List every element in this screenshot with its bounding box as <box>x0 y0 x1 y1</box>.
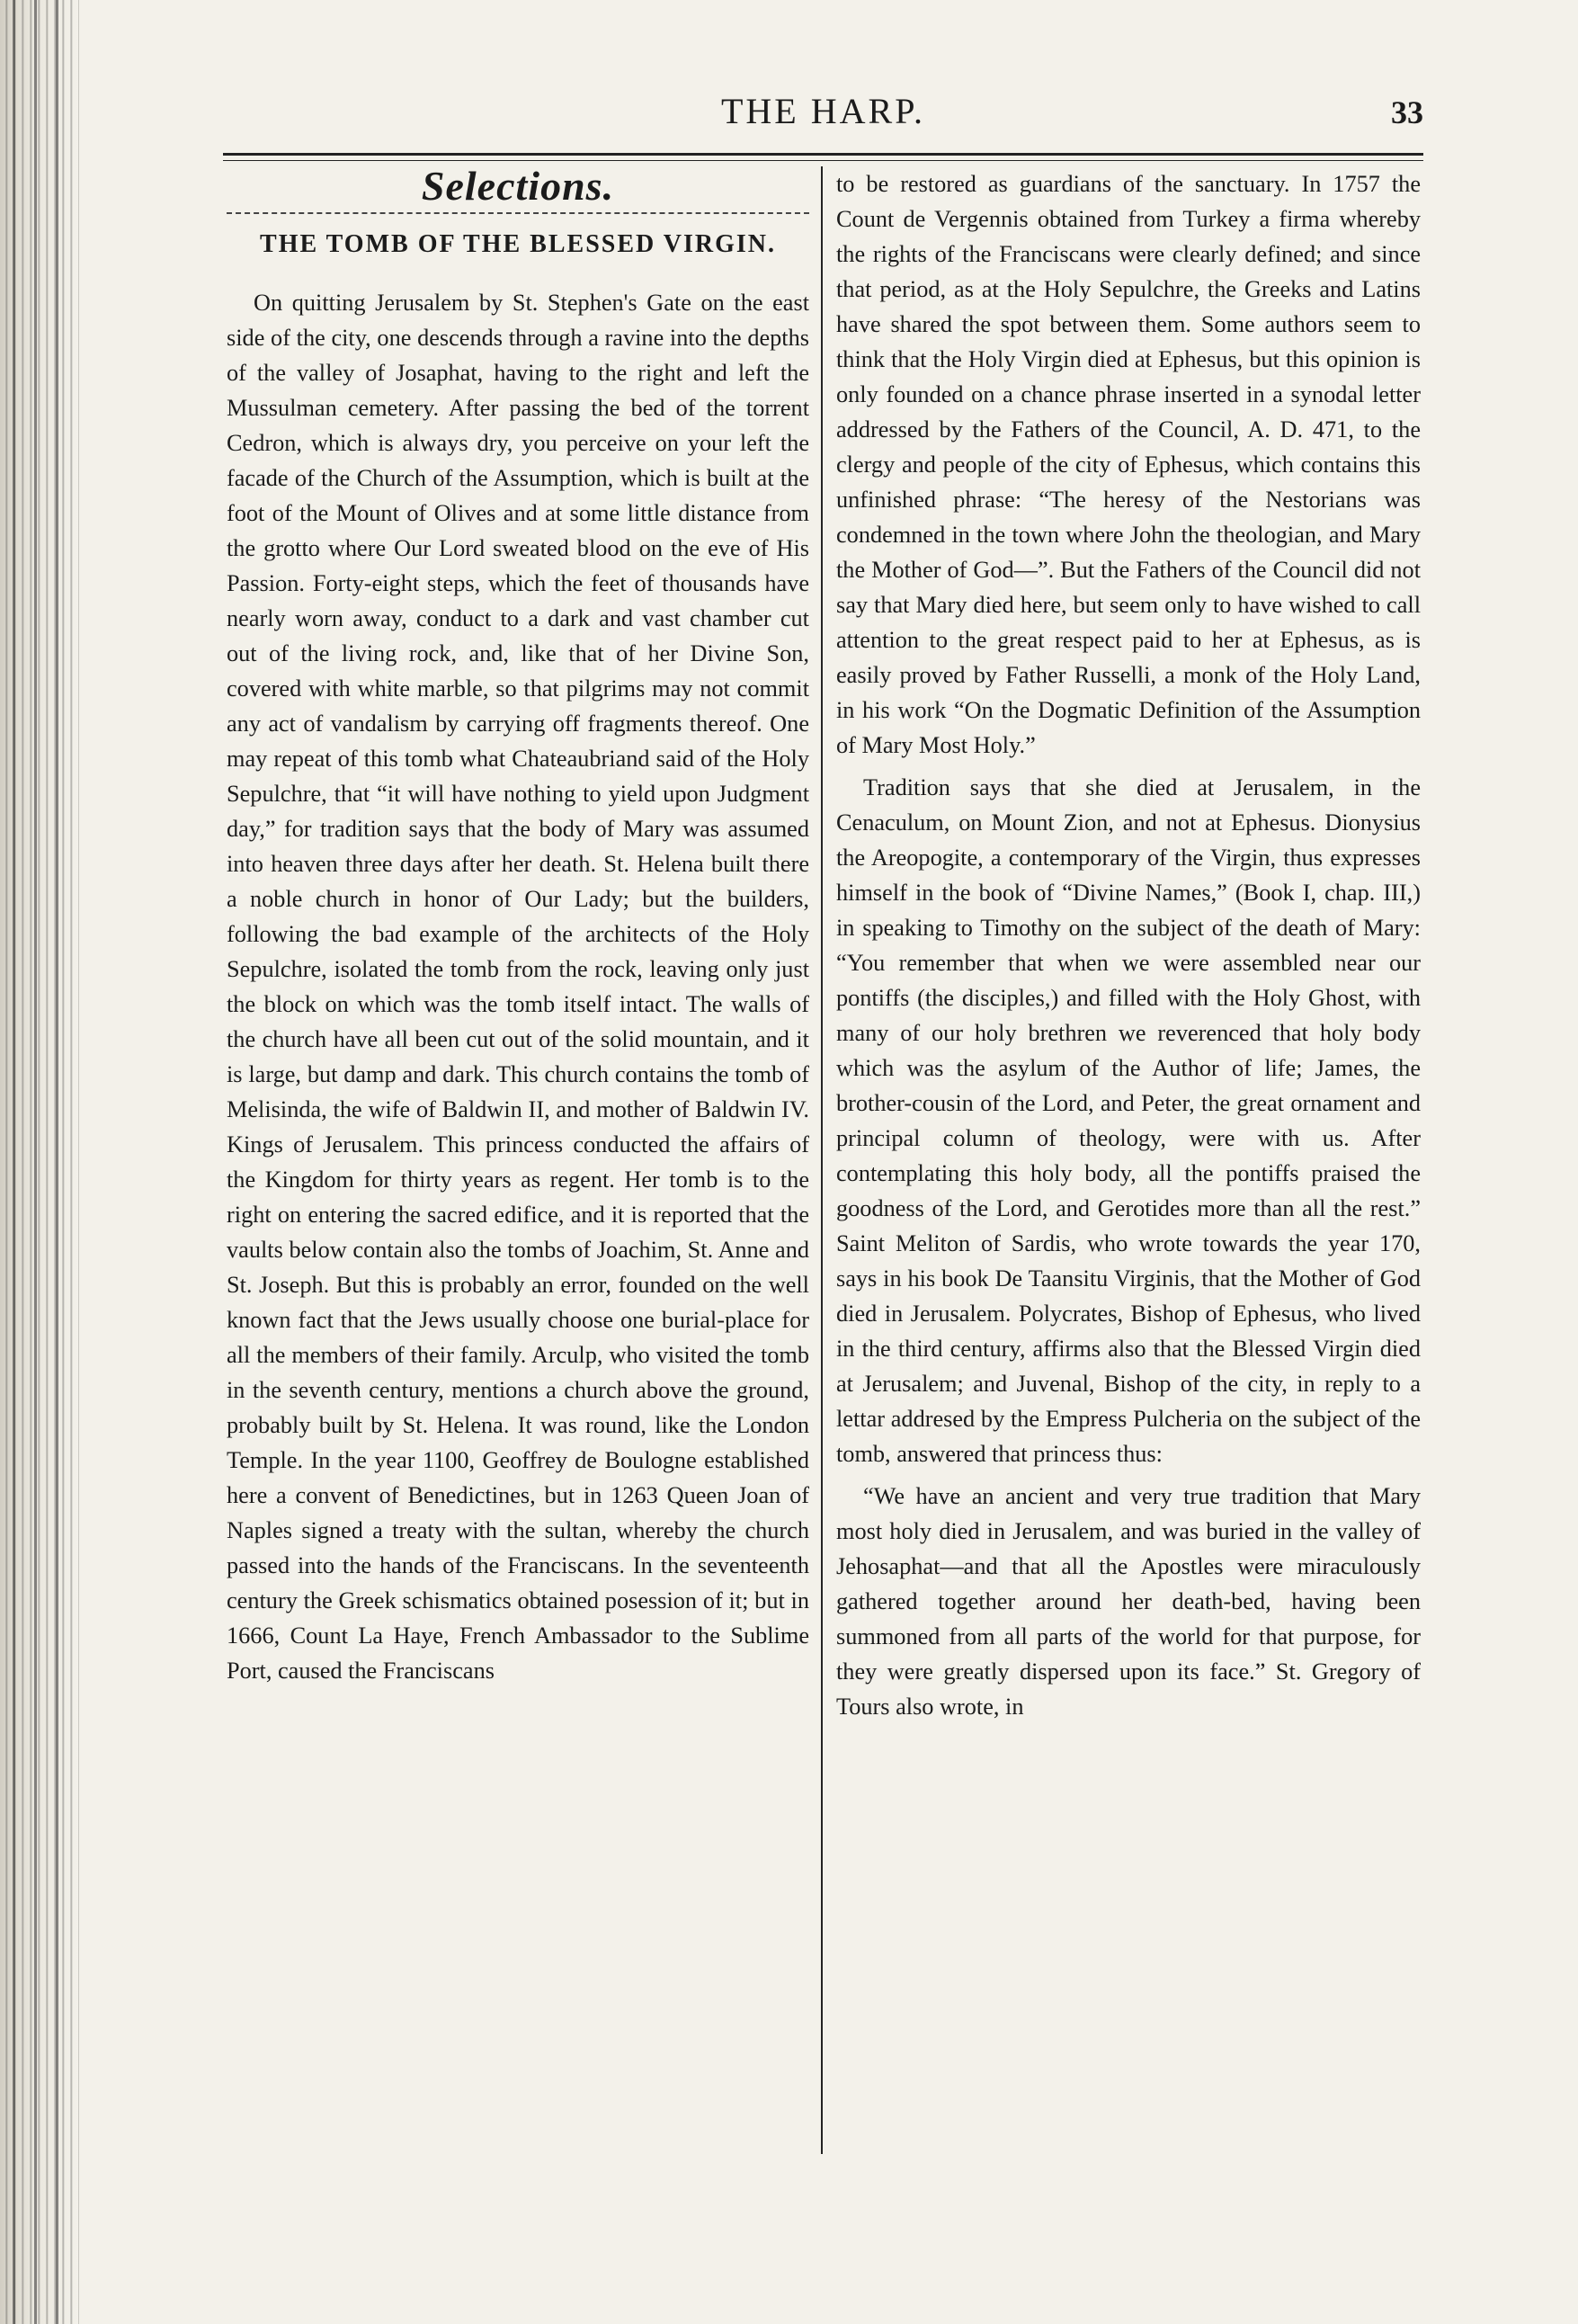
spine-edge-line <box>34 0 37 2324</box>
header-rule-bottom <box>223 160 1423 161</box>
column-divider <box>821 166 823 2154</box>
article-paragraph: On quitting Jerusalem by St. Stephen's Gate on the east side of the city, one descends through a ravine into the depths of the valley of Josaphat, having to the right and left the Mussulman cemetery. After passing the bed of the torrent Cedron, which is always dry, you perceive on your left the facade of the Church of the Assumption, which is built at the foot of the Mount of Olives and at some little distance from the grotto where Our Lord sweated blood on the eve of His Passion. Forty-eight steps, which the feet of thousands have nearly worn away, conduct to a dark and vast chamber cut out of the living rock, and, like that of her Divine Son, covered with white marble, so that pilgrims may not commit any act of vandalism by carrying off fragments thereof. One may repeat of this tomb what Chateaubriand said of the Holy Sepulchre, that “it will have nothing to yield upon Judgment day,” for tradition says that the body of Mary was assumed into heaven three days after her death. St. Helena built there a noble church in honor of Our Lady; but the builders, following the bad example of the architects of the Holy Sepulchre, isolated the tomb from the rock, leaving only just the block on which was the tomb itself intact. The walls of the church have all been cut out of the solid mountain, and it is large, but damp and dark. This church contains the tomb of Melisinda, the wife of Baldwin II, and mother of Baldwin IV. Kings of Jerusalem. This princess conducted the affairs of the Kingdom for thirty years as regent. Her tomb is to the right on entering the sacred edifice, and it is reported that the vaults below contain also the tombs of Joachim, St. Anne and St. Joseph. But this is probably an error, founded on the well known fact that the Jews usually choose one burial-place for all the members of their family. Arculp, who visited the tomb in the seventh century, mentions a church above the ground, probably built by St. Helena. It was round, like the London Temple. In the year 1100, Geoffrey de Boulogne established here a convent of Benedictines, but in 1263 Queen Joan of Naples signed a treaty with the sultan, whereby the church passed into the hands of the Franciscans. In the seventeenth century the Greek schismatics obtained posession of it; but in 1666, Count La Haye, French Ambassador to the Sublime Port, caused the Franciscans <box>227 290 809 1684</box>
article-paragraph: Tradition says that she died at Jerusalem, in the Cenaculum, on Mount Zion, and not at Ephesus. Dionysius the Areopogite, a contemporary of the Virgin, thus expresses himself in the book of “Divine Names,” (Book I, chap. III,) in speaking to Timothy on the subject of the death of Mary: “You remember that when we were assembled near our pontiffs (the disciples,) and filled with the Holy Ghost, with many of our holy brethren we reverenced that holy body which was the asylum of the Author of life; James, the brother-cousin of the Lord, and Peter, the great ornament and principal column of theology, were with us. After contemplating this holy body, all the pontiffs praised the goodness of the Lord, and Gerotides more than all the rest.” Saint Meliton of Sardis, who wrote towards the year 170, says in his book De Taansitu Virginis, that the Mother of God died in Jerusalem. Polycrates, Bishop of Ephesus, who lived in the third century, affirms also that the Blessed Virgin died at Jerusalem; and Juvenal, Bishop of the city, in reply to a lettar addresed by the Empress Pulcheria on the subject of the tomb, answered that princess thus: <box>836 774 1421 1467</box>
running-title: THE HARP. <box>720 91 926 131</box>
header-rule-top <box>223 153 1423 156</box>
page-number: 33 <box>1391 94 1423 130</box>
left-column <box>227 163 809 2154</box>
article-paragraph: “We have an ancient and very true tradition that Mary most holy died in Jerusalem, and was buried in the valley of Jehosaphat—and that all the Apostles were miraculously gathered together around her death-bed, having been summoned from all parts of the world for that purpose, for they were greatly dispersed upon its face.” St. Gregory of Tours also wrote, in <box>836 1483 1421 1720</box>
spine-edge-line <box>13 0 15 2324</box>
section-divider <box>227 212 809 214</box>
page-header <box>223 90 1423 144</box>
article-title: THE TOMB OF THE BLESSED VIRGIN. <box>260 230 776 258</box>
right-column <box>836 166 1421 2154</box>
section-title: Selections. <box>421 163 615 209</box>
article-paragraph: to be restored as guardians of the sanctuary. In 1757 the Count de Vergennis obtained from Turkey a firma whereby the rights of the Franciscans were clearly defined; and since that period, as at the Holy Sepulchre, the Greeks and Latins have shared the spot between them. Some authors seem to think that the Holy Virgin died at Ephesus, but this opinion is only founded on a chance phrase inserted in a synodal letter addressed by the Fathers of the Council, A. D. 471, to the clergy and people of the city of Ephesus, which contains this unfinished phrase: “The heresy of the Nestorians was condemned in the town where John the theologian, and Mary the Mother of God—”. But the Fathers of the Council did not say that Mary died here, but seem only to have wished to call attention to the great respect paid to her at Ephesus, as is easily proved by Father Russelli, a monk of the Holy Land, in his work “On the Dogmatic Definition of the Assumption of Mary Most Holy.” <box>836 171 1421 758</box>
spine-edge-line <box>56 0 58 2324</box>
